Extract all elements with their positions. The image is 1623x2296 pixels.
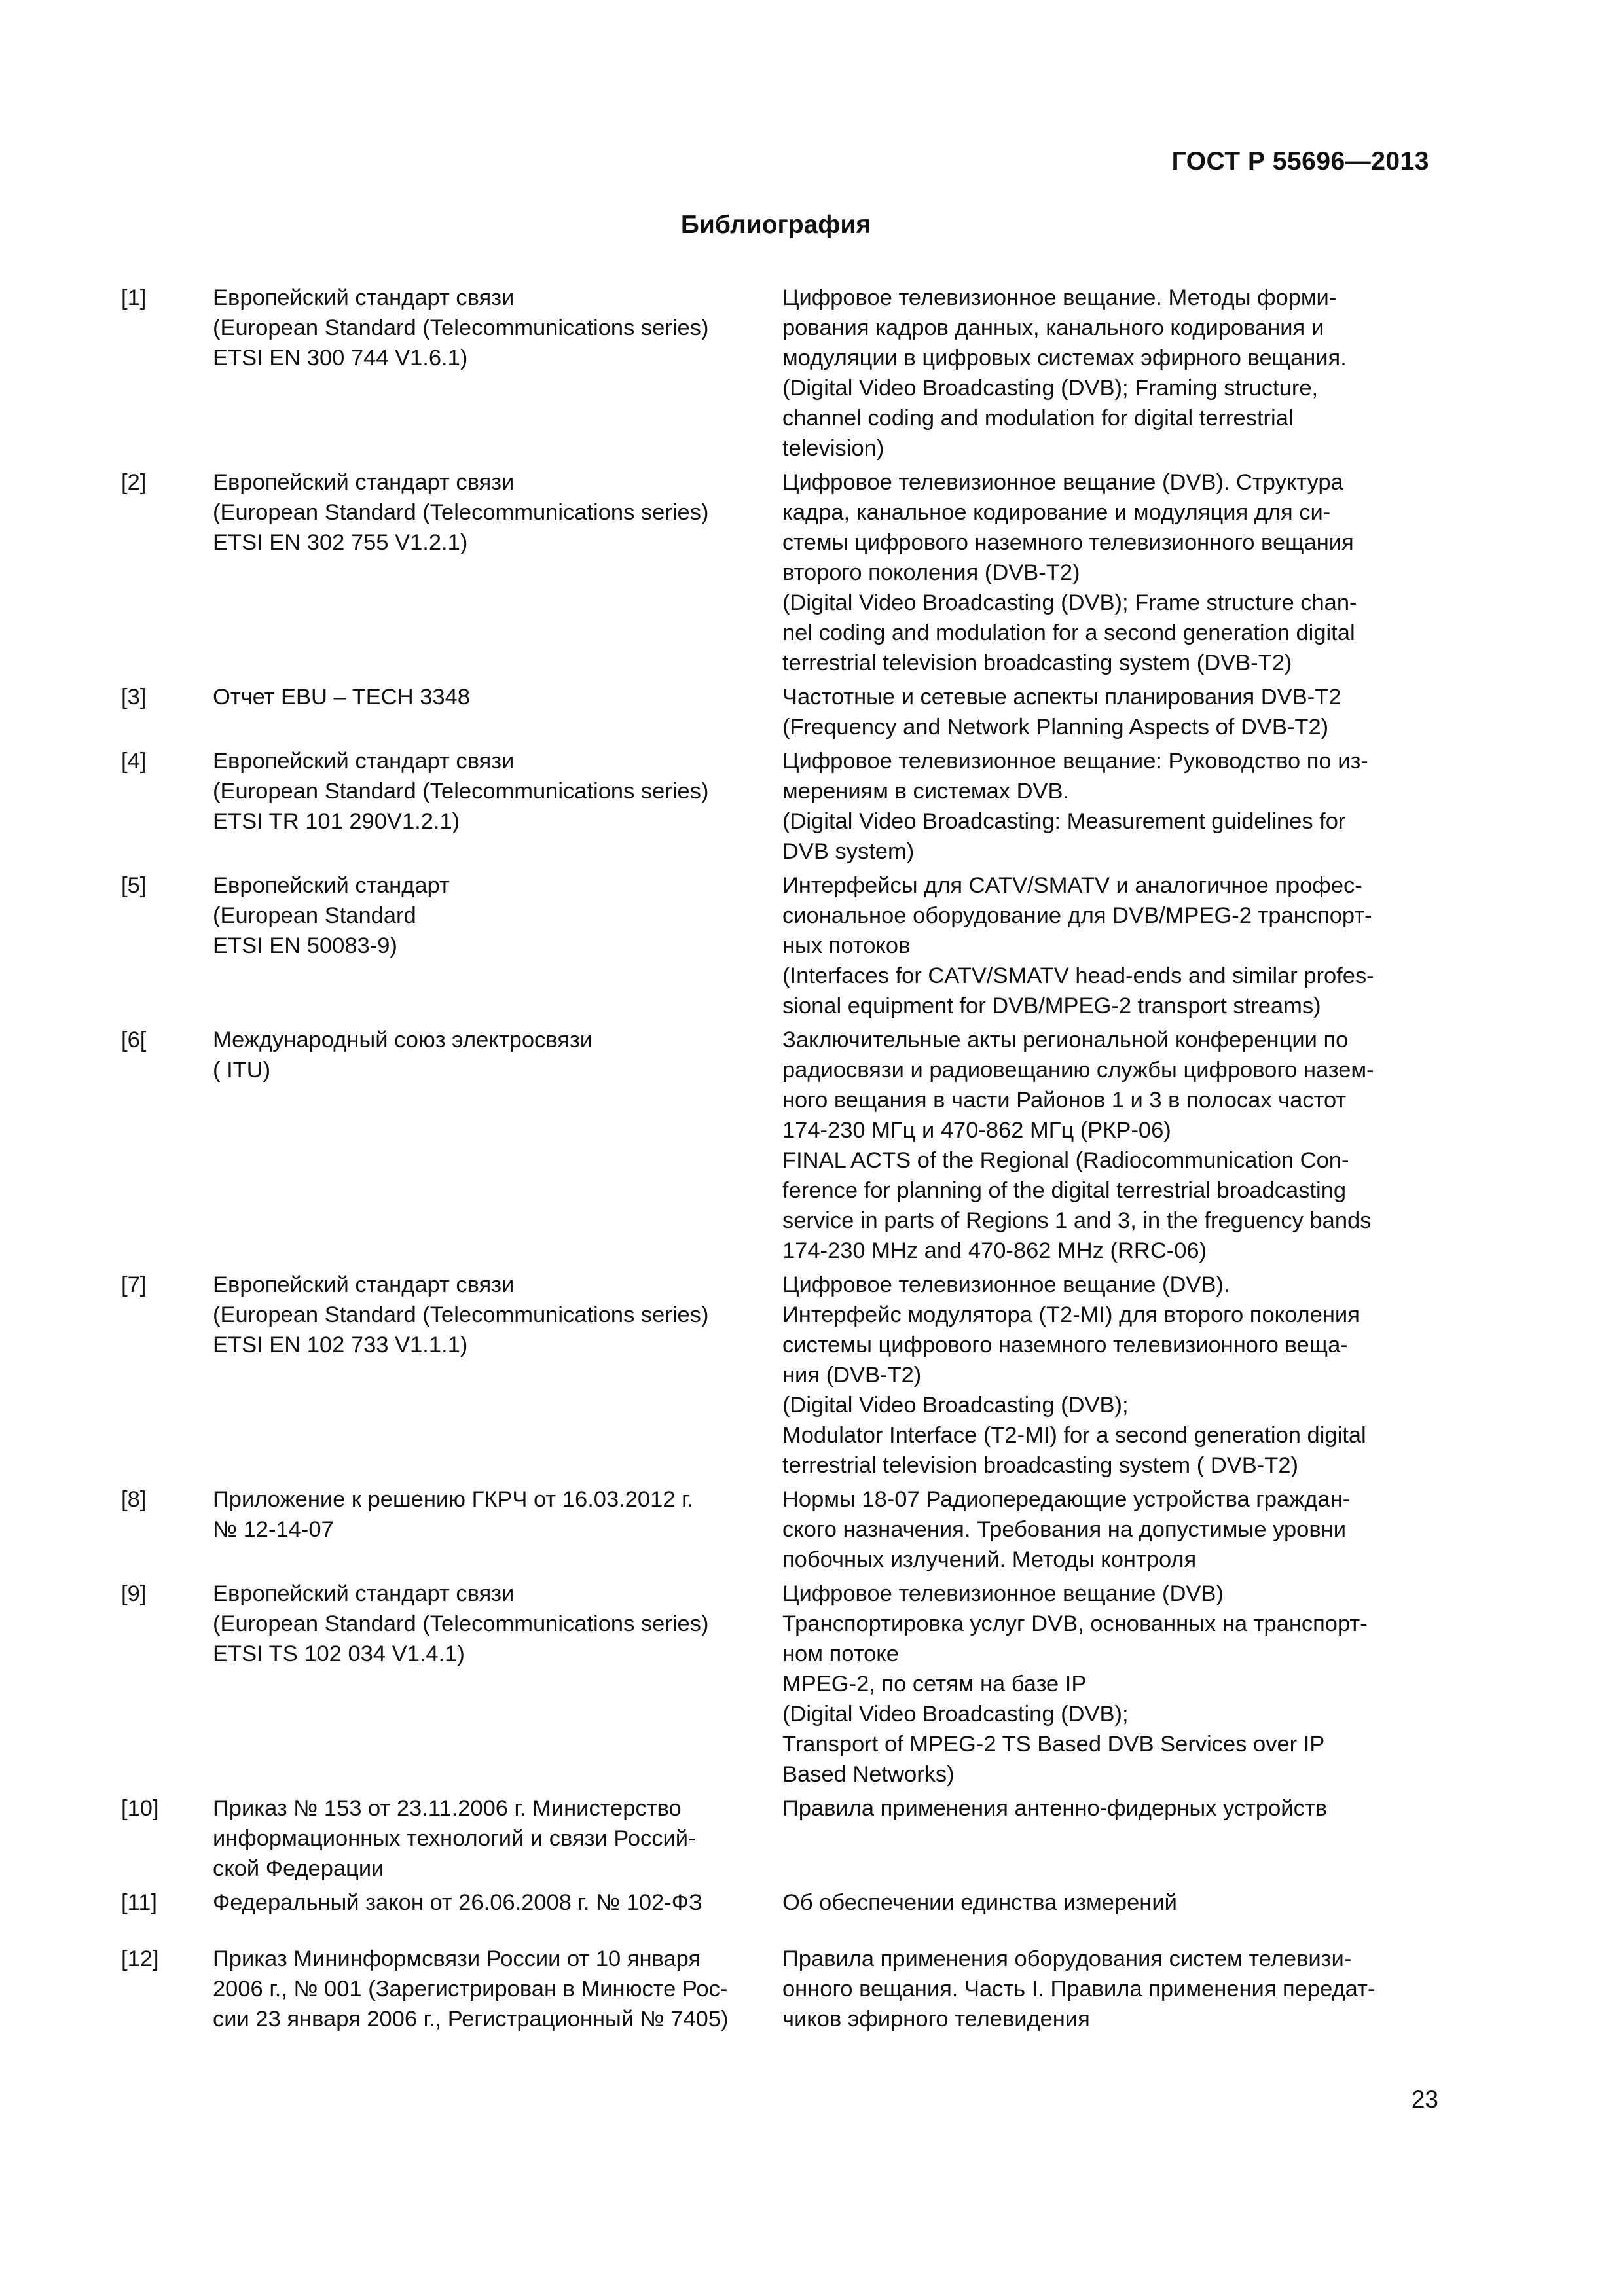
source-line: ETSI EN 300 744 V1.6.1): [213, 346, 468, 370]
description-line: television): [782, 436, 884, 461]
bibliography-entry: [121, 1270, 1437, 1480]
source-line: (European Standard (Telecommunications series): [213, 500, 709, 525]
description-line: MPEG-2, по сетям на базе IP: [782, 1672, 1087, 1696]
source-line: (European Standard (Telecommunications series): [213, 1611, 709, 1636]
entry-description: [782, 1888, 1437, 1918]
description-line: channel coding and modulation for digital terrestrial: [782, 406, 1294, 431]
description-line: Modulator Interface (T2-MI) for a second generation digital: [782, 1423, 1366, 1448]
description-line: ference for planning of the digital terrestrial broadcasting: [782, 1178, 1347, 1203]
description-line: ных потоков: [782, 933, 911, 958]
description-line: Based Networks): [782, 1762, 955, 1787]
source-line: (European Standard (Telecommunications series): [213, 1302, 709, 1327]
description-line: модуляции в цифровых системах эфирного вещания.: [782, 346, 1347, 370]
entry-source: [213, 1484, 782, 1575]
entry-source: [213, 1025, 782, 1266]
bibliography-entry: [121, 1579, 1437, 1789]
entry-source: [213, 1793, 782, 1884]
bibliography-entry: [121, 1025, 1437, 1266]
description-line: ного вещания в части Районов 1 и 3 в полосах частот: [782, 1088, 1347, 1113]
description-line: Нормы 18-07 Радиопередающие устройства граждан-: [782, 1487, 1351, 1512]
entry-description: [782, 467, 1437, 678]
source-line: ETSI TS 102 034 V1.4.1): [213, 1641, 465, 1666]
source-line: ETSI EN 50083-9): [213, 933, 397, 958]
entry-source: [213, 467, 782, 678]
source-line: Европейский стандарт связи: [213, 1581, 515, 1606]
bibliography-entry: [121, 870, 1437, 1021]
entry-description: [782, 682, 1437, 742]
description-line: сиональное оборудование для DVB/MPEG-2 транспорт-: [782, 903, 1372, 928]
source-line: ETSI EN 102 733 V1.1.1): [213, 1333, 468, 1357]
description-line: чиков эфирного телевидения: [782, 2007, 1090, 2032]
entry-description: [782, 1579, 1437, 1789]
entry-source: [213, 746, 782, 867]
entry-description: [782, 1025, 1437, 1266]
bibliography-entry: [121, 1793, 1437, 1884]
description-line: (Digital Video Broadcasting (DVB);: [782, 1393, 1129, 1418]
document-code: ГОСТ Р 55696—2013: [1171, 147, 1429, 175]
source-line: Европейский стандарт связи: [213, 1272, 515, 1297]
source-line: Приложение к решению ГКРЧ от 16.03.2012 г.: [213, 1487, 694, 1512]
description-line: системы цифрового наземного телевизионного веща-: [782, 1333, 1348, 1357]
entry-number: [4]: [121, 749, 147, 774]
entry-description: [782, 1793, 1437, 1884]
description-line: sional equipment for DVB/MPEG-2 transport streams): [782, 994, 1321, 1018]
description-line: Интерфейсы для CATV/SMATV и аналогичное профес-: [782, 873, 1362, 898]
description-line: 174-230 МГц и 470-862 МГц (РКР-06): [782, 1118, 1171, 1143]
source-line: 2006 г., № 001 (Зарегистрирован в Минюсте Рос-: [213, 1977, 728, 2001]
description-line: второго поколения (DVB-T2): [782, 560, 1080, 585]
description-line: Правила применения оборудования систем телевизи-: [782, 1946, 1352, 1971]
source-line: (European Standard (Telecommunications series): [213, 779, 709, 804]
entry-number: [12]: [121, 1946, 159, 1971]
entry-description: [782, 1944, 1437, 2034]
source-line: Европейский стандарт связи: [213, 285, 515, 310]
entry-source: [213, 1270, 782, 1480]
source-line: Приказ Мининформсвязи России от 10 января: [213, 1946, 701, 1971]
entry-description: [782, 1270, 1437, 1480]
bibliography-entry: [121, 467, 1437, 678]
description-line: 174-230 MHz and 470-862 MHz (RRC-06): [782, 1238, 1207, 1263]
description-line: Цифровое телевизионное вещание. Методы форми-: [782, 285, 1337, 310]
source-line: ( ITU): [213, 1058, 271, 1083]
description-line: service in parts of Regions 1 and 3, in the freguency bands: [782, 1208, 1372, 1233]
description-line: (Digital Video Broadcasting (DVB); Framing structure,: [782, 376, 1319, 401]
source-line: Европейский стандарт связи: [213, 749, 515, 774]
description-line: ном потоке: [782, 1641, 899, 1666]
entry-number: [10]: [121, 1796, 159, 1821]
description-line: Частотные и сетевые аспекты планирования DVB-T2: [782, 685, 1341, 709]
source-line: Приказ № 153 от 23.11.2006 г. Министерство: [213, 1796, 682, 1821]
description-line: terrestrial television broadcasting system ( DVB-T2): [782, 1453, 1299, 1478]
description-line: Заключительные акты региональной конференции по: [782, 1028, 1349, 1052]
description-line: nel coding and modulation for a second generation digital: [782, 620, 1355, 645]
description-line: ского назначения. Требования на допустимые уровни: [782, 1517, 1346, 1542]
description-line: (Interfaces for CATV/SMATV head-ends and similar profes-: [782, 963, 1374, 988]
entry-source: [213, 1579, 782, 1789]
description-line: (Digital Video Broadcasting (DVB);: [782, 1702, 1129, 1727]
source-line: ETSI TR 101 290V1.2.1): [213, 809, 460, 834]
entry-number: [8]: [121, 1487, 147, 1512]
description-line: радиосвязи и радиовещанию службы цифрового назем-: [782, 1058, 1374, 1083]
description-line: (Digital Video Broadcasting (DVB); Frame structure chan-: [782, 590, 1357, 615]
description-line: FINAL ACTS of the Regional (Radiocommunication Con-: [782, 1148, 1349, 1173]
page-title: Библиография: [680, 211, 871, 239]
bibliography-entry: [121, 1888, 1437, 1918]
description-line: (Digital Video Broadcasting: Measurement guidelines for: [782, 809, 1346, 834]
entry-number: [3]: [121, 685, 147, 709]
bibliography-entry: [121, 1944, 1437, 2034]
description-line: рования кадров данных, канального кодирования и: [782, 315, 1324, 340]
description-line: онного вещания. Часть I. Правила применения передат-: [782, 1977, 1376, 2001]
entry-description: [782, 870, 1437, 1021]
source-line: ской Федерации: [213, 1856, 384, 1881]
entry-source: [213, 283, 782, 463]
entry-number: [6[: [121, 1028, 147, 1052]
source-line: сии 23 января 2006 г., Регистрационный № 7405): [213, 2007, 729, 2032]
description-line: мерениям в системах DVB.: [782, 779, 1070, 804]
page-number: 23: [1411, 2086, 1438, 2113]
source-line: Европейский стандарт связи: [213, 470, 515, 495]
entry-description: [782, 746, 1437, 867]
entry-number: [9]: [121, 1581, 147, 1606]
entry-number: [11]: [121, 1890, 157, 1915]
source-line: Международный союз электросвязи: [213, 1028, 593, 1052]
entry-source: [213, 682, 782, 742]
entry-number: [7]: [121, 1272, 147, 1297]
description-line: кадра, канальное кодирование и модуляция для си-: [782, 500, 1331, 525]
entry-number: [2]: [121, 470, 147, 495]
description-line: Интерфейс модулятора (T2-MI) для второго поколения: [782, 1302, 1360, 1327]
description-line: стемы цифрового наземного телевизионного вещания: [782, 530, 1354, 555]
entry-description: [782, 283, 1437, 463]
entry-number: [5]: [121, 873, 147, 898]
entry-source: [213, 1944, 782, 2034]
source-line: Отчет EBU – TECH 3348: [213, 685, 470, 709]
bibliography-entry: [121, 746, 1437, 867]
description-line: Транспортировка услуг DVB, основанных на транспорт-: [782, 1611, 1368, 1636]
description-line: побочных излучений. Методы контроля: [782, 1547, 1197, 1572]
bibliography-entry: [121, 1484, 1437, 1575]
source-line: Европейский стандарт: [213, 873, 450, 898]
source-line: (European Standard: [213, 903, 416, 928]
entry-description: [782, 1484, 1437, 1575]
source-line: № 12-14-07: [213, 1517, 334, 1542]
entry-source: [213, 870, 782, 1021]
entry-number: [1]: [121, 285, 147, 310]
source-line: (European Standard (Telecommunications series): [213, 315, 709, 340]
bibliography-entry: [121, 283, 1437, 463]
description-line: terrestrial television broadcasting system (DVB-T2): [782, 651, 1292, 675]
bibliography-list: [121, 283, 1437, 2038]
description-line: Цифровое телевизионное вещание (DVB). Структура: [782, 470, 1343, 495]
description-line: Цифровое телевизионное вещание: Руководство по из-: [782, 749, 1368, 774]
description-line: Правила применения антенно-фидерных устройств: [782, 1796, 1327, 1821]
source-line: ETSI EN 302 755 V1.2.1): [213, 530, 468, 555]
description-line: DVB system): [782, 839, 915, 864]
description-line: (Frequency and Network Planning Aspects of DVB-T2): [782, 715, 1329, 740]
description-line: Transport of MPEG-2 TS Based DVB Services over IP: [782, 1732, 1325, 1757]
bibliography-entry: [121, 682, 1437, 742]
source-line: информационных технологий и связи Россий-: [213, 1826, 696, 1851]
entry-source: [213, 1888, 782, 1918]
description-line: Об обеспечении единства измерений: [782, 1890, 1177, 1915]
description-line: ния (DVB-T2): [782, 1363, 922, 1388]
source-line: Федеральный закон от 26.06.2008 г. № 102-ФЗ: [213, 1890, 702, 1915]
description-line: Цифровое телевизионное вещание (DVB).: [782, 1272, 1230, 1297]
description-line: Цифровое телевизионное вещание (DVB): [782, 1581, 1224, 1606]
